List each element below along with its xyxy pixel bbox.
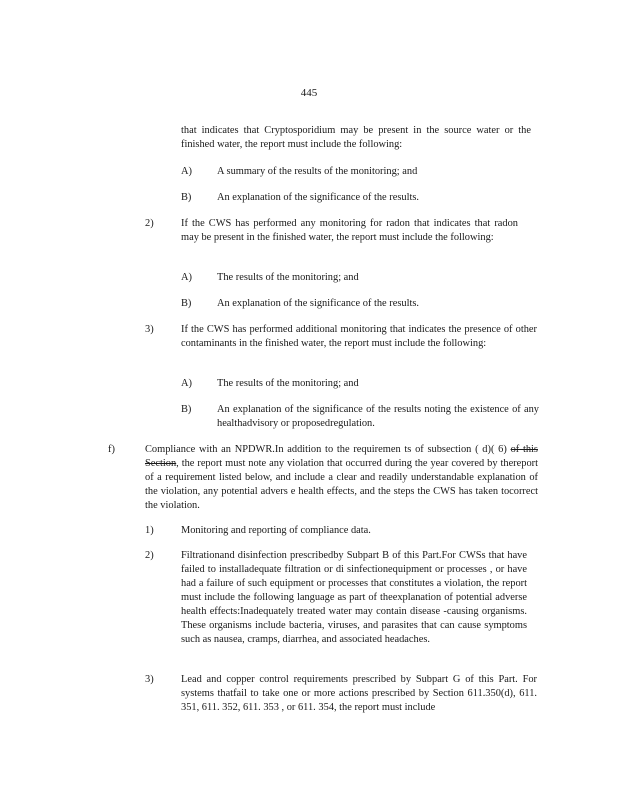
section-f-struck-text: of this Section	[145, 444, 538, 469]
section-f-label: f)	[108, 444, 115, 455]
item-2-a-label: A)	[181, 272, 192, 283]
item-2-b-label: B)	[181, 298, 192, 309]
intro-item-b-label: B)	[181, 192, 192, 203]
item-3-text: If the CWS has performed additional monitoring that indicates the presence of other contaminants in the finished water, the report must include the following:	[181, 324, 537, 349]
section-f-text-before: Compliance with an NPDWR.In addition to the requiremen ts of subsection ( d)( 6)	[145, 444, 507, 455]
intro-item-a-text: A summary of the results of the monitoring; and	[217, 166, 418, 177]
intro-paragraph: that indicates that Cryptosporidium may be present in the source water or the finished water, the report must include the following:	[181, 125, 531, 150]
intro-item-a-label: A)	[181, 166, 192, 177]
section-f-item-1-label: 1)	[145, 525, 154, 536]
item-2-b-text: An explanation of the significance of the results.	[217, 298, 419, 309]
item-2-text: If the CWS has performed any monitoring for radon that indicates that radon may be present in the finished water, the report must include the following:	[181, 218, 518, 243]
item-3-b-text: An explanation of the significance of the results noting the existence of any healthadvisory or proposedregulation.	[217, 404, 539, 429]
section-f-item-2-text: Filtrationand disinfection prescribedby Subpart B of this Part.For CWSs that have failed to installadequate filtration or di sinfectionequipment or processes , or have had a failure of such equipment or processes that constitutes a violation, the report must include the following language as part of theexplanation of potential adverse health effects:Inadequately treated water may contain disease -causing organisms. These organisms include bacteria, viruses, and parasites that can cause symptoms such as nausea, cramps, diarrhea, and associated headaches.	[181, 550, 527, 645]
section-f-item-3-label: 3)	[145, 674, 154, 685]
section-f-item-2-label: 2)	[145, 550, 154, 561]
item-3-label: 3)	[145, 324, 154, 335]
section-f-text-after: , the report must note any violation that occurred during the year covered by thereport of a requirement listed below, and include a clear and readily understandable explanation of the violation, any potential advers e health effects, and the steps the CWS has taken tocorrect the violation.	[145, 458, 538, 511]
item-3-a-label: A)	[181, 378, 192, 389]
intro-item-b-text: An explanation of the significance of the results.	[217, 192, 419, 203]
section-f-item-1-text: Monitoring and reporting of compliance data.	[181, 525, 371, 536]
item-2-label: 2)	[145, 218, 154, 229]
section-f-paragraph	[145, 443, 538, 513]
item-3-b-label: B)	[181, 404, 192, 415]
page-number: 445	[300, 87, 318, 99]
item-2-a-text: The results of the monitoring; and	[217, 272, 359, 283]
section-f-item-3-text: Lead and copper control requirements prescribed by Subpart G of this Part. For systems thatfail to take one or more actions prescribed by Section 611.350(d), 611. 351, 611. 352, 611. 353 , or 611. 354, the report must include	[181, 674, 537, 713]
item-3-a-text: The results of the monitoring; and	[217, 378, 359, 389]
